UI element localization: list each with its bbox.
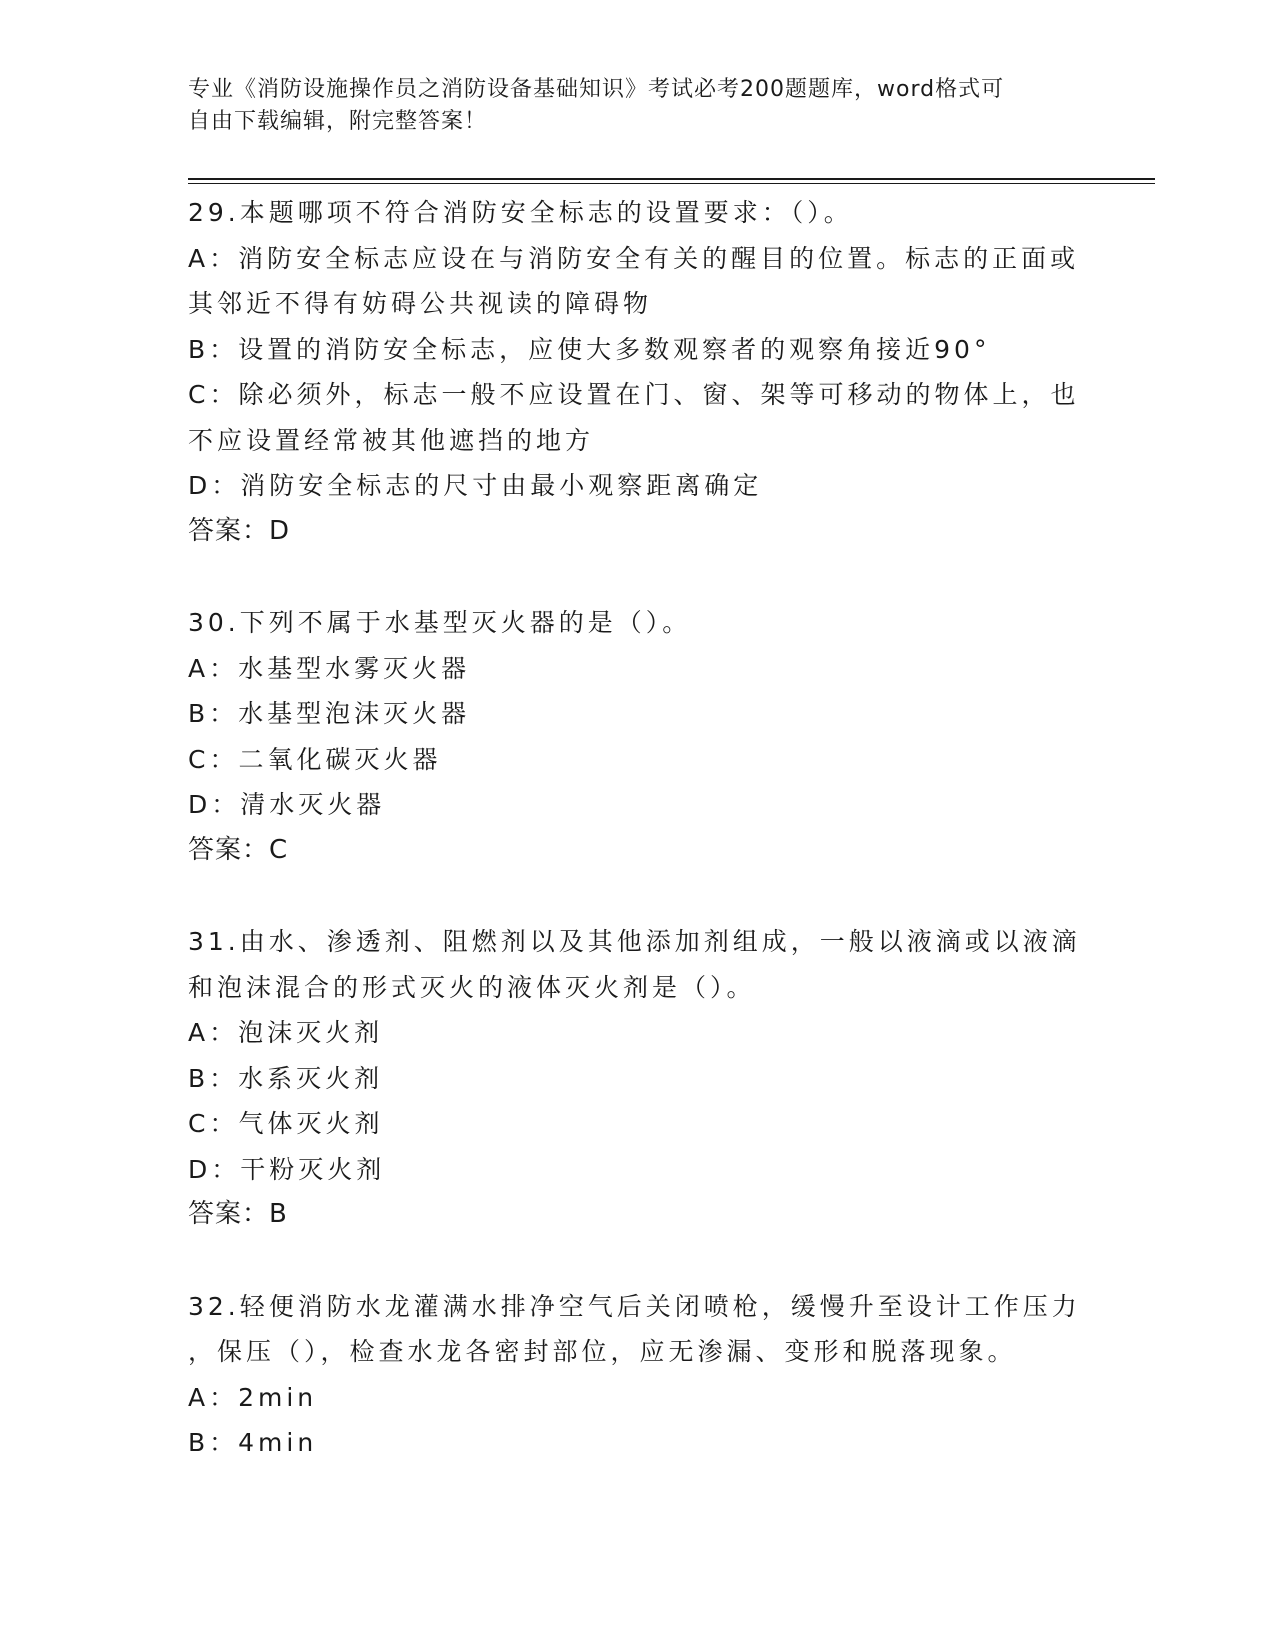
answer-option: C：气体灭火剂 (188, 1109, 384, 1138)
answer-option: A：2min (188, 1382, 318, 1412)
answer-option: D：消防安全标志的尺寸由最小观察距离确定 (188, 471, 763, 500)
question-stem: 29.本题哪项不符合消防安全标志的设置要求：（）。 (188, 198, 853, 227)
header-divider-thin (188, 183, 1155, 184)
answer-option: A：消防安全标志应设在与消防安全有关的醒目的位置。标志的正面或 (188, 243, 1080, 273)
answer-option: C：二氧化碳灭火器 (188, 744, 442, 774)
answer-option: B：4min (188, 1428, 318, 1457)
answer-option: B：水系灭火剂 (188, 1063, 384, 1093)
answer-key: 答案：B (188, 1199, 288, 1229)
document-header (188, 74, 1088, 138)
question-stem: ，保压（），检查水龙各密封部位，应无渗漏、变形和脱落现象。 (188, 1337, 1017, 1366)
answer-key: 答案：C (188, 834, 289, 865)
question-block (188, 1284, 1088, 1466)
question-stem: 31.由水、渗透剂、阻燃剂以及其他添加剂组成，一般以液滴或以液滴 (188, 927, 1081, 956)
question-stem: 和泡沫混合的形式灭火的液体灭火剂是（）。 (188, 972, 756, 1002)
header-divider-thick (188, 178, 1155, 180)
answer-option: 其邻近不得有妨碍公共视读的障碍物 (188, 289, 653, 318)
header-title-line-1: 专业《消防设施操作员之消防设备基础知识》考试必考200题题库，word格式可 (188, 77, 1005, 102)
question-list (188, 190, 1088, 1512)
question-block (188, 919, 1088, 1238)
answer-key: 答案：D (188, 515, 291, 546)
answer-option: B：设置的消防安全标志，应使大多数观察者的观察角接近90° (188, 334, 991, 364)
question-stem: 32.轻便消防水龙灌满水排净空气后关闭喷枪，缓慢升至设计工作压力 (188, 1291, 1081, 1321)
answer-option: 不应设置经常被其他遮挡的地方 (188, 425, 595, 455)
answer-option: A：水基型水雾灭火器 (188, 653, 471, 683)
question-stem: 30.下列不属于水基型灭火器的是（）。 (188, 608, 692, 637)
answer-option: D：清水灭火器 (188, 790, 386, 819)
question-block (188, 600, 1088, 873)
answer-option: D：干粉灭火剂 (188, 1154, 386, 1184)
answer-option: A：泡沫灭火剂 (188, 1018, 384, 1047)
answer-option: B：水基型泡沫灭火器 (188, 699, 471, 728)
answer-option: C：除必须外，标志一般不应设置在门、窗、架等可移动的物体上，也 (188, 380, 1080, 409)
header-title-line-2: 自由下载编辑，附完整答案！ (188, 109, 488, 134)
question-block (188, 190, 1088, 554)
